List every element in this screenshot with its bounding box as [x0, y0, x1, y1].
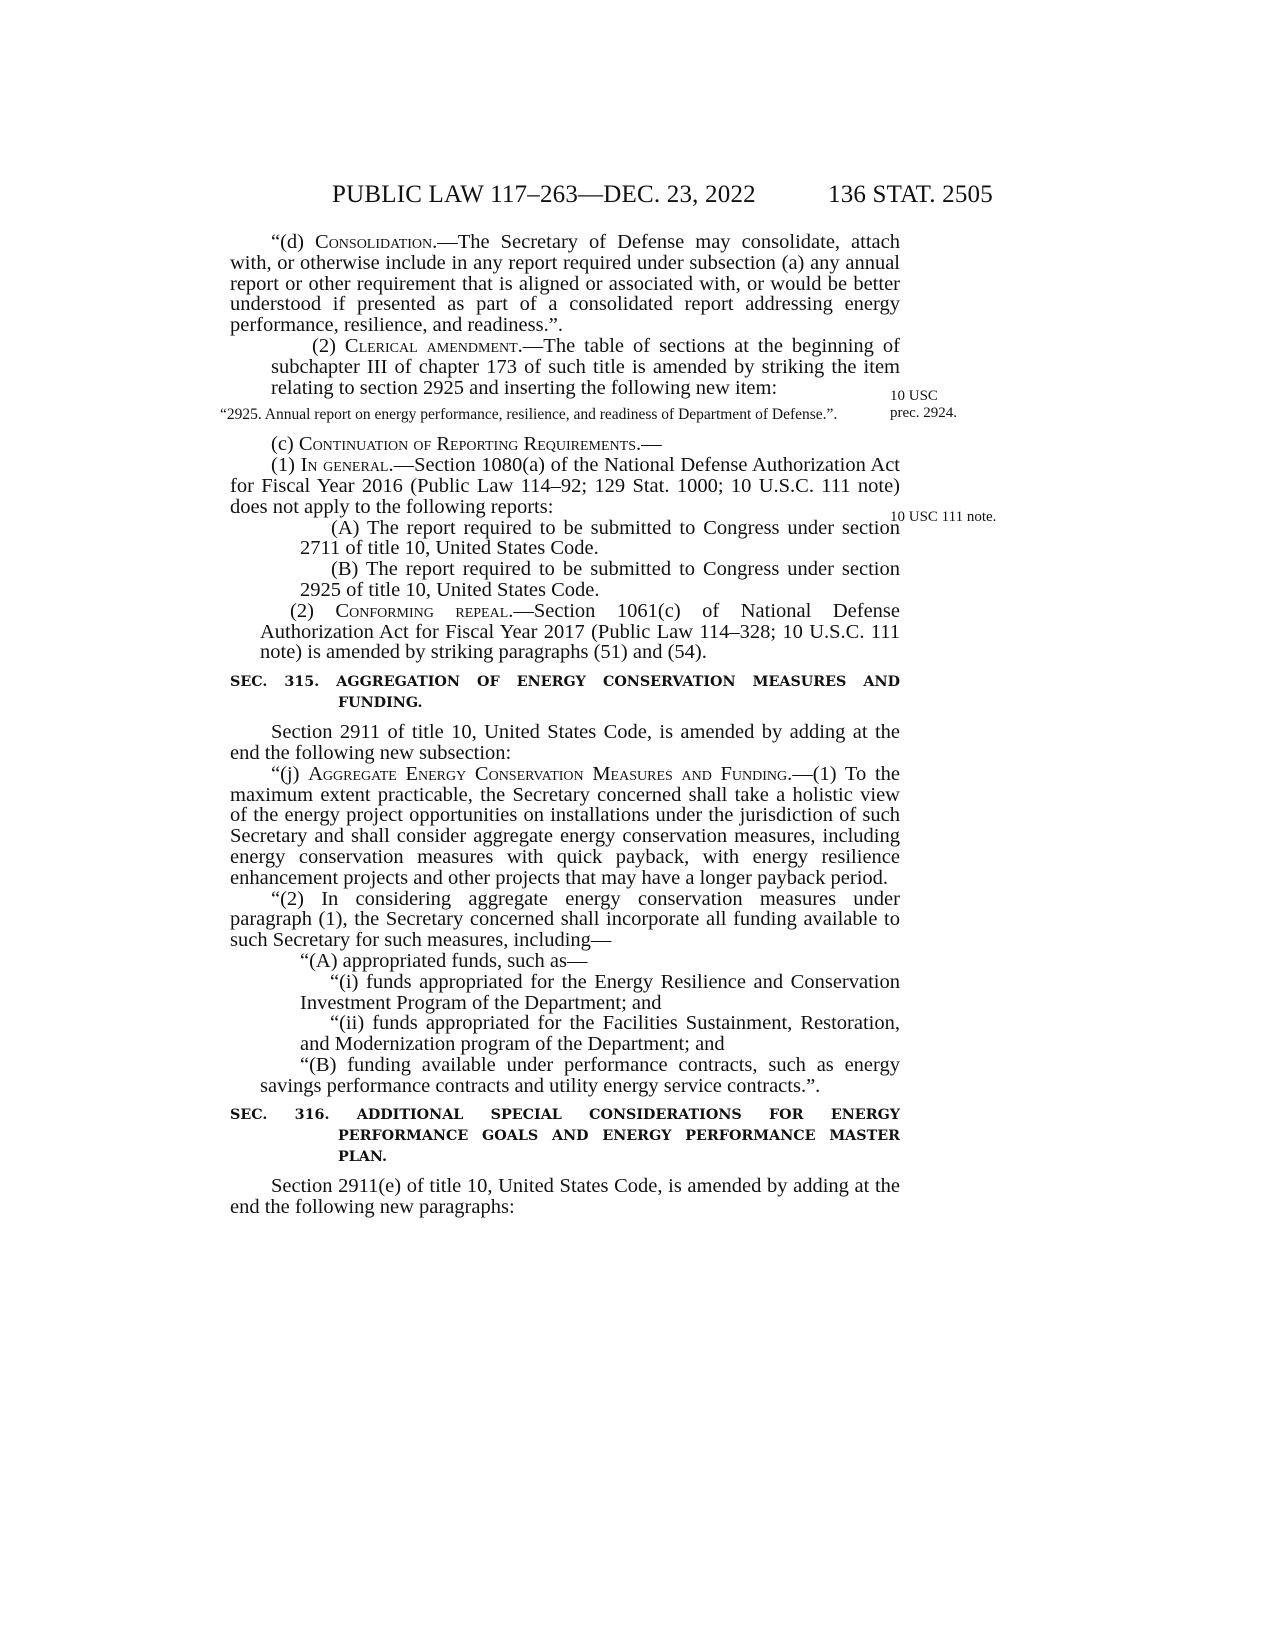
subsection-j: “(j) Aggregate Energy Conservation Measures and Funding.—(1) To the maximum extent practicable, the Secretary concerned shall take a holistic view of the energy project opportunities on installations under the jurisdiction of such Secretary and shall consider aggregate energy conservation measures, including energy conservation measures with quick payback, with energy resilience enhancement projects and other projects that may have a longer payback period. — [230, 762, 900, 889]
section-315-intro: Section 2911 of title 10, United States Code, is amended by adding at the end the following new subsection: — [230, 721, 900, 764]
margin-note-usc-111-note: 10 USC 111 note. — [890, 509, 997, 525]
report-a: (A) The report required to be submitted to Congress under section 2711 of title 10, United States Code. — [300, 516, 900, 560]
section-316-heading: SEC. 316. ADDITIONAL SPECIAL CONSIDERATIONS FOR ENERGY PERFORMANCE GOALS AND ENERGY PERFORMANCE MASTER PLAN. — [230, 1107, 900, 1166]
paragraph-in-general: (1) In general.—Section 1080(a) of the National Defense Authorization Act for Fiscal Year 2016 (Public Law 114–92; 129 Stat. 1000; 10 U.S.C. 111 note) does not apply to the following reports: — [230, 454, 900, 518]
running-header-title: PUBLIC LAW 117–263—DEC. 23, 2022 — [332, 181, 756, 208]
table-item-2925: “2925. Annual report on energy performance, resilience, and readiness of Department of Defense.”. — [220, 406, 838, 424]
subsection-d-consolidation: “(d) Consolidation.—The Secretary of Defense may consolidate, attach with, or otherwise include in any report required under subsection (a) any annual report or other requirement that is aligned or associated with, or would be better understood if presented as part of a consolidated report addressing energy performance, resilience, and readiness.”. — [230, 231, 900, 337]
page-body — [220, 231, 900, 1219]
report-b: (B) The report required to be submitted to Congress under section 2925 of title 10, United States Code. — [300, 558, 900, 601]
subsection-d-heading: Consolidation — [315, 231, 433, 253]
subsection-j-paragraph-2: “(2) In considering aggregate energy conservation measures under paragraph (1), the Secretary concerned shall incorporate all funding available to such Secretary for such measures, including— — [230, 887, 900, 952]
subsection-j-A-i: “(i) funds appropriated for the Energy Resilience and Conservation Investment Program of the Department; and — [300, 970, 900, 1014]
clerical-amendment: (2) Clerical amendment.—The table of sections at the beginning of subchapter III of chapter 173 of such title is amended by striking the item relating to section 2925 and inserting the following new item: — [271, 334, 900, 399]
margin-note-usc-prec-2924: 10 USC prec. 2924. — [890, 388, 958, 421]
subsection-c-heading: Continuation of Reporting Requirements — [298, 433, 636, 456]
subsection-j-heading: Aggregate Energy Conservation Measures and Funding — [308, 762, 788, 785]
in-general-heading: In general — [300, 454, 389, 477]
page-number: 136 STAT. 2505 — [828, 181, 993, 208]
subsection-j-A: “(A) appropriated funds, such as— — [300, 949, 588, 972]
section-316-intro: Section 2911(e) of title 10, United States Code, is amended by adding at the end the following new paragraphs: — [230, 1175, 900, 1219]
clerical-amendment-heading: Clerical amendment — [344, 334, 518, 357]
conforming-repeal-heading: Conforming repeal — [335, 599, 509, 622]
conforming-repeal: (2) Conforming repeal.—Section 1061(c) of National Defense Authorization Act for Fiscal Year 2017 (Public Law 114–328; 10 U.S.C. 111 note) is amended by striking paragraphs (51) and (54). — [260, 599, 900, 664]
subsection-c-continuation: (c) Continuation of Reporting Requirements.— — [271, 433, 662, 456]
subsection-j-A-ii: “(ii) funds appropriated for the Facilities Sustainment, Restoration, and Modernization program of the Department; and — [300, 1012, 900, 1056]
section-315-heading: SEC. 315. AGGREGATION OF ENERGY CONSERVATION MEASURES AND FUNDING. — [230, 674, 900, 712]
subsection-j-B: “(B) funding available under performance contracts, such as energy savings performance contracts and utility energy service contracts.”. — [260, 1053, 900, 1097]
